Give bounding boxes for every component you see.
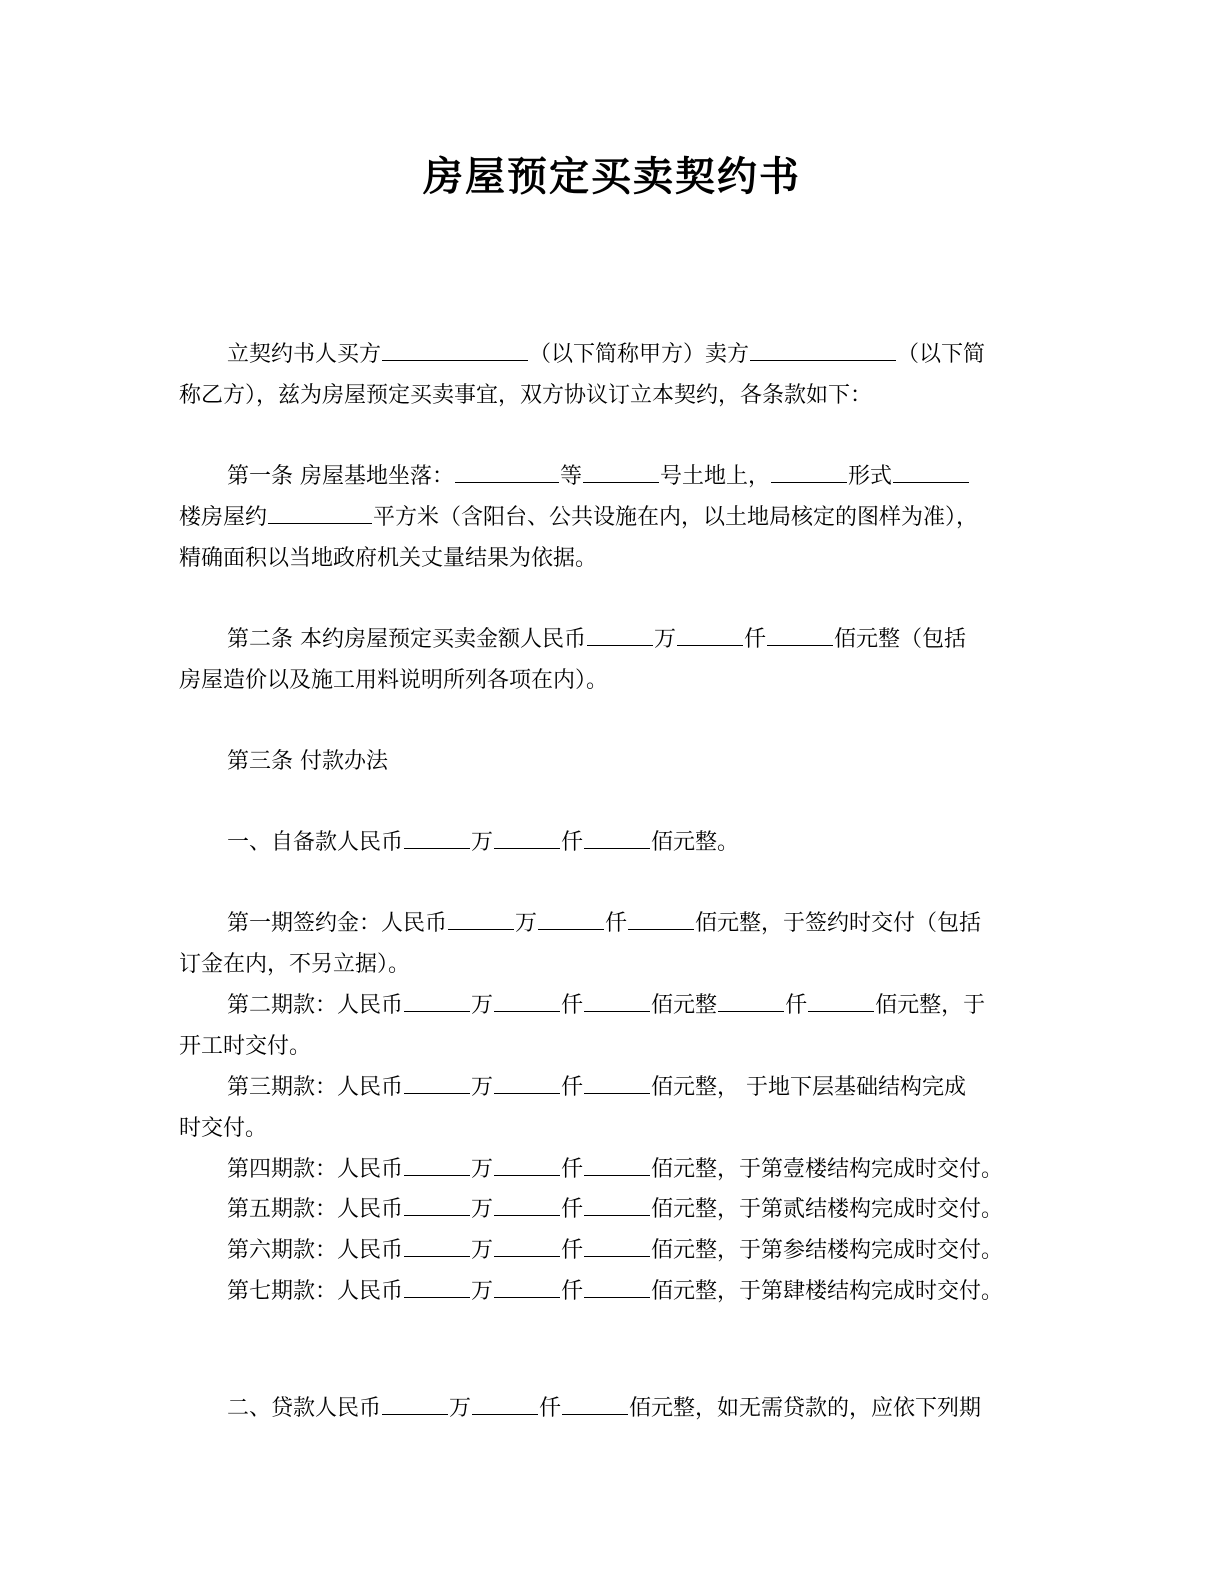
period-2-line-1: 第二期款：人民币 万 仟 佰元整 仟 佰元整，于	[227, 993, 986, 1018]
p6-wan-blank[interactable]	[404, 1236, 470, 1257]
p4-wan-blank[interactable]	[404, 1155, 470, 1176]
p7-bai-blank[interactable]	[584, 1277, 650, 1298]
p6-qian-blank[interactable]	[494, 1236, 560, 1257]
location-blank[interactable]	[455, 462, 559, 483]
loan-wan-blank[interactable]	[382, 1394, 448, 1415]
area-blank[interactable]	[268, 503, 372, 524]
p5-wan-blank[interactable]	[404, 1195, 470, 1216]
lot-blank[interactable]	[583, 462, 659, 483]
amount-wan-blank[interactable]	[587, 625, 653, 646]
period-1-line-2: 订金在内，不另立据）。	[179, 952, 411, 977]
seller-blank[interactable]	[750, 340, 896, 361]
self-fund-line: 一、自备款人民币 万 仟 佰元整。	[227, 830, 740, 855]
p4-bai-blank[interactable]	[584, 1155, 650, 1176]
p3-bai-blank[interactable]	[584, 1073, 650, 1094]
p6-bai-blank[interactable]	[584, 1236, 650, 1257]
period-3-line-2: 时交付。	[179, 1116, 268, 1141]
period-3-line-1: 第三期款：人民币 万 仟 佰元整， 于地下层基础结构完成	[227, 1075, 967, 1100]
period-4-line: 第四期款：人民币 万 仟 佰元整，于第壹楼结构完成时交付。	[227, 1157, 1004, 1182]
art2-line-1: 第二条 本约房屋预定买卖金额人民币 万 仟 佰元整（包括	[227, 627, 967, 652]
p1-qian-blank[interactable]	[538, 909, 604, 930]
p3-wan-blank[interactable]	[404, 1073, 470, 1094]
self-wan-blank[interactable]	[404, 828, 470, 849]
p7-qian-blank[interactable]	[494, 1277, 560, 1298]
intro-line-2: 称乙方），兹为房屋预定买卖事宜，双方协议订立本契约，各条款如下：	[179, 383, 873, 408]
p2-bai-blank[interactable]	[584, 991, 650, 1012]
art1-line-2: 楼房屋约 平方米（含阳台、公共设施在内，以土地局核定的图样为准），	[179, 505, 979, 530]
amount-bai-blank[interactable]	[767, 625, 833, 646]
art1-line-3: 精确面积以当地政府机关丈量结果为依据。	[179, 546, 598, 571]
art3-title: 第三条 付款办法	[227, 749, 388, 774]
intro-line-1: 立契约书人买方 （以下简称甲方）卖方 （以下简	[227, 342, 986, 367]
type-blank[interactable]	[893, 462, 969, 483]
p3-qian-blank[interactable]	[494, 1073, 560, 1094]
period-5-line: 第五期款：人民币 万 仟 佰元整，于第贰结楼构完成时交付。	[227, 1197, 1004, 1222]
p2-extra-qian-blank[interactable]	[718, 991, 784, 1012]
self-qian-blank[interactable]	[494, 828, 560, 849]
period-7-line: 第七期款：人民币 万 仟 佰元整，于第肆楼结构完成时交付。	[227, 1279, 1004, 1304]
p1-bai-blank[interactable]	[628, 909, 694, 930]
p4-qian-blank[interactable]	[494, 1155, 560, 1176]
self-bai-blank[interactable]	[584, 828, 650, 849]
p7-wan-blank[interactable]	[404, 1277, 470, 1298]
art2-line-2: 房屋造价以及施工用料说明所列各项在内）。	[179, 668, 609, 693]
p1-wan-blank[interactable]	[448, 909, 514, 930]
p2-extra-bai-blank[interactable]	[808, 991, 874, 1012]
loan-qian-blank[interactable]	[472, 1394, 538, 1415]
loan-bai-blank[interactable]	[562, 1394, 628, 1415]
period-1-line-1: 第一期签约金：人民币 万 仟 佰元整，于签约时交付（包括	[227, 911, 982, 936]
art1-line-1: 第一条 房屋基地坐落： 等 号土地上， 形式	[227, 462, 970, 492]
amount-qian-blank[interactable]	[677, 625, 743, 646]
period-2-line-2: 开工时交付。	[179, 1034, 312, 1059]
p2-wan-blank[interactable]	[404, 991, 470, 1012]
p5-bai-blank[interactable]	[584, 1195, 650, 1216]
p2-qian-blank[interactable]	[494, 991, 560, 1012]
period-6-line: 第六期款：人民币 万 仟 佰元整，于第参结楼构完成时交付。	[227, 1238, 1004, 1263]
buyer-blank[interactable]	[382, 340, 528, 361]
p5-qian-blank[interactable]	[494, 1195, 560, 1216]
document-title: 房屋预定买卖契约书	[423, 154, 801, 200]
form-blank[interactable]	[771, 462, 847, 483]
loan-line: 二、贷款人民币 万 仟 佰元整，如无需贷款的，应依下列期	[227, 1396, 982, 1421]
